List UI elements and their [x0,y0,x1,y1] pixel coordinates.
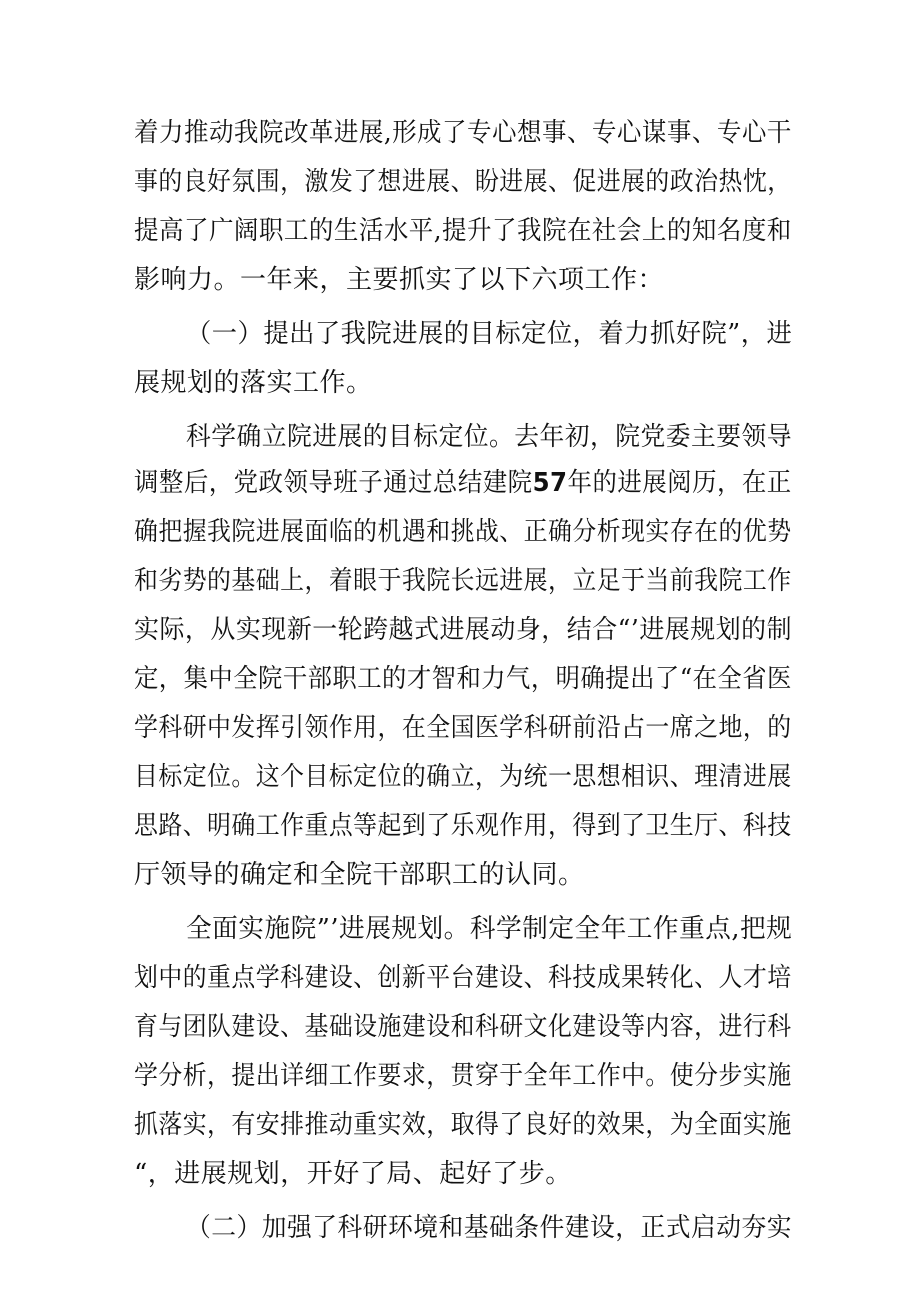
paragraph-2-line-2 [134,466,792,500]
paragraph-3-line-3: 育与团队建设、基础设施建设和科研文化建设等内容，进行科 [134,1012,792,1042]
paragraph-2-line-8: 目标定位。这个目标定位的确立，为统一思想相识、理清进展 [134,762,792,792]
paragraph-3-line-5: 抓落实，有安排推动重实效，取得了良好的效果，为全面实施 [134,1110,792,1140]
paragraph-1-line-1: 着力推动我院改革进展,形成了专心想事、专心谋事、专心干 [134,118,792,148]
paragraph-2-line-3: 确把握我院进展面临的机遇和挑战、正确分析现实存在的优势 [134,517,792,547]
paragraph-2-line-9: 思路、明确工作重点等起到了乐观作用，得到了卫生厅、科技 [134,811,792,841]
paragraph-2-line-2-text-b: 年的进展阅历，在正 [567,468,792,498]
paragraph-3-line-2: 划中的重点学科建设、创新平台建设、科技成果转化、人才培 [134,963,792,993]
paragraph-2-line-6: 定，集中全院干部职工的才智和力气，明确提出了“在全省医 [134,664,792,694]
heading-1-line-1: （一）提出了我院进展的目标定位，着力抓好院”，进 [186,319,793,349]
heading-1-line-2: 展规划的落实工作。 [134,368,373,398]
paragraph-2-line-10: 厅领导的确定和全院干部职工的认同。 [134,860,585,890]
paragraph-2-line-4: 和劣势的基础上，着眼于我院长远进展，立足于当前我院工作 [134,566,792,596]
year-count-number: 57 [532,468,568,498]
paragraph-2-line-5: 实际，从实现新一轮跨越式进展动身，结合“’进展规划的制 [134,615,793,645]
paragraph-1-line-2: 事的良好氛围，激发了想进展、盼进展、促进展的政治热忱， [134,167,792,197]
paragraph-2-line-7: 学科研中发挥引领作用，在全国医学科研前沿占一席之地，的 [134,713,792,743]
paragraph-2-line-1: 科学确立院进展的目标定位。去年初，院党委主要领导 [186,422,792,452]
paragraph-3-line-4: 学分析，提出详细工作要求，贯穿于全年工作中。使分步实施 [134,1061,792,1091]
paragraph-3-line-1: 全面实施院”’进展规划。科学制定全年工作重点,把规 [186,914,793,944]
heading-2-line-1: （二）加强了科研环境和基础条件建设，正式启动夯实 [186,1213,792,1243]
paragraph-3-line-6: “，进展规划，开好了局、起好了步。 [134,1159,572,1189]
paragraph-2-line-2-text-a: 调整后，党政领导班子通过总结建院 [134,468,533,498]
paragraph-1-line-4: 影响力。一年来，主要抓实了以下六项工作： [134,265,665,295]
paragraph-1-line-3: 提高了广阔职工的生活水平,提升了我院在社会上的知名度和 [134,216,792,246]
